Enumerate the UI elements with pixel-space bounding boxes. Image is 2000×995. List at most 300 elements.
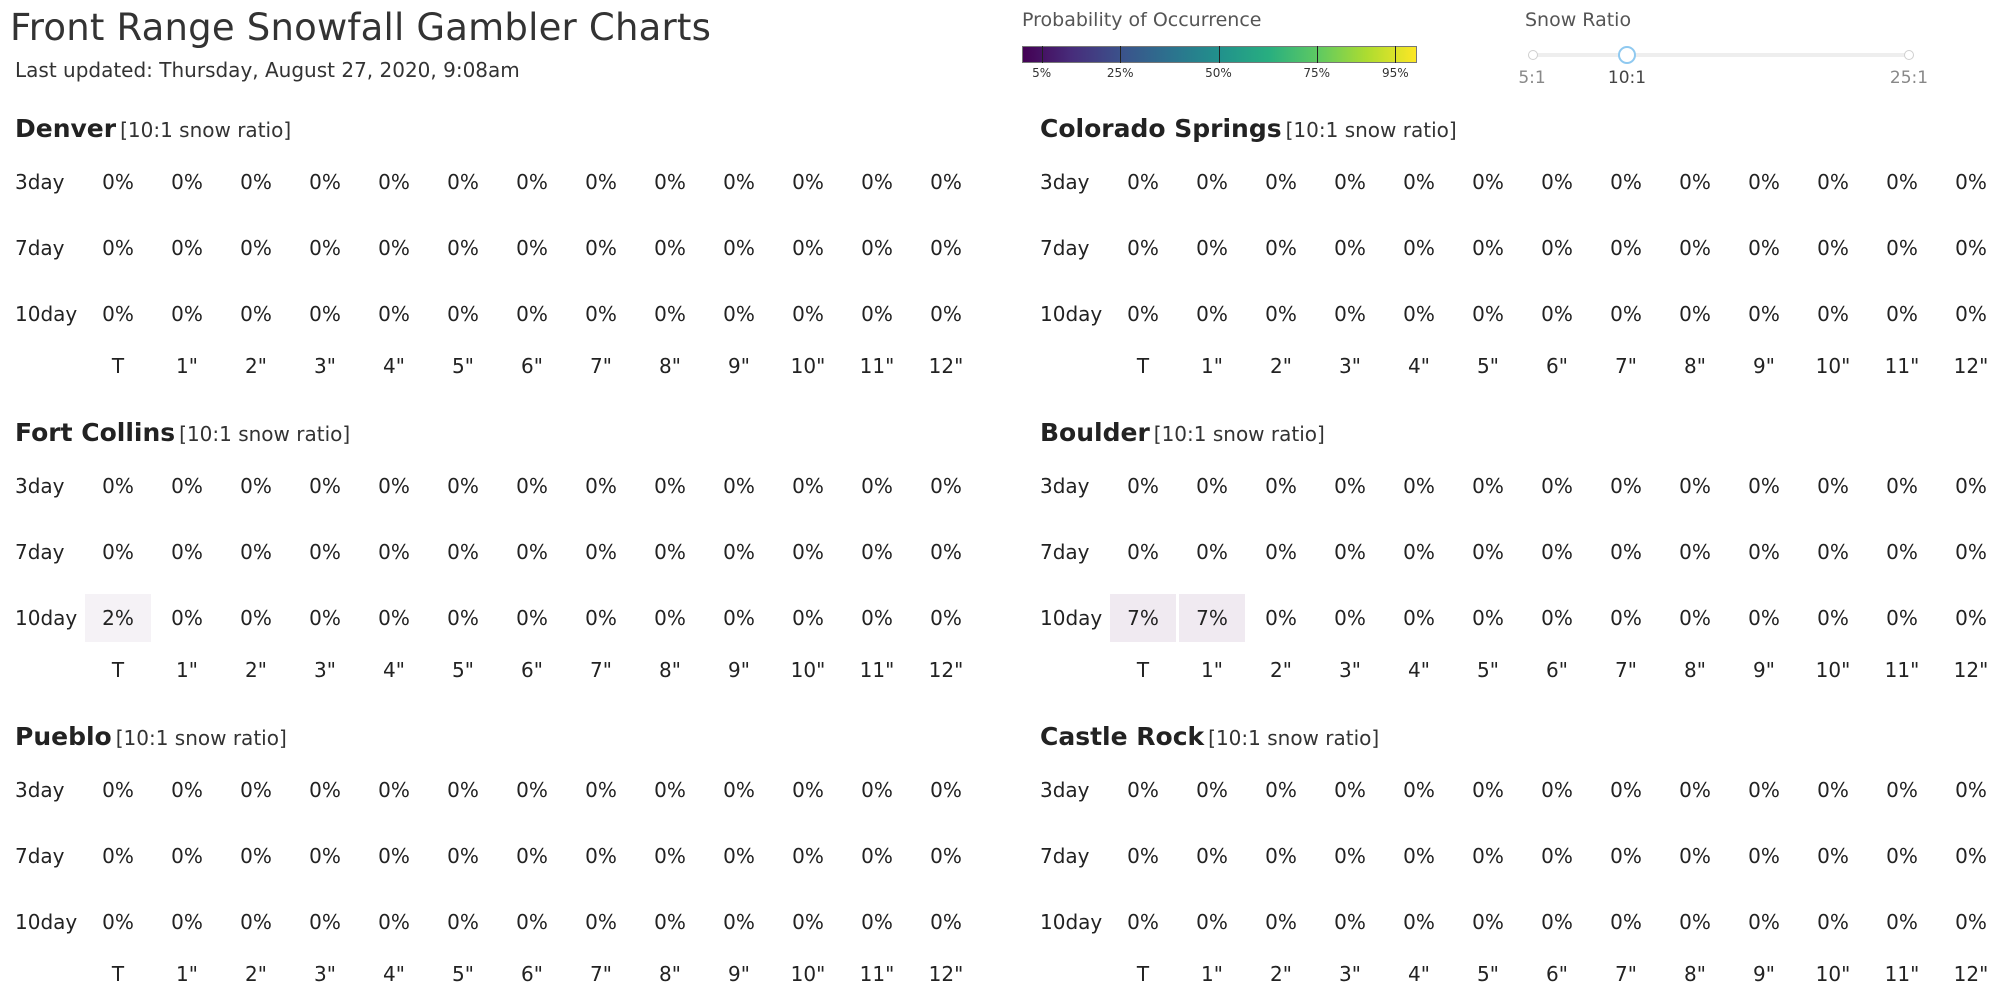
row-label: 10day xyxy=(15,606,78,630)
heatmap-cell[interactable]: 0% xyxy=(861,474,893,498)
heatmap-cell[interactable]: 0% xyxy=(516,236,548,260)
heatmap-cell[interactable]: 0% xyxy=(1955,606,1987,630)
heatmap-cell[interactable]: 0% xyxy=(447,236,479,260)
x-tick-label: 10" xyxy=(790,658,826,682)
heatmap-cell[interactable]: 0% xyxy=(1955,844,1987,868)
x-tick-label: 1" xyxy=(176,658,198,682)
heatmap-cell[interactable]: 0% xyxy=(1610,474,1642,498)
heatmap-cell[interactable]: 7% xyxy=(1110,594,1176,642)
x-tick-label: 8" xyxy=(659,354,681,378)
slider-stop-25[interactable] xyxy=(1904,50,1914,60)
heatmap-cell[interactable]: 0% xyxy=(1472,170,1504,194)
panel-subtitle: [10:1 snow ratio] xyxy=(1208,726,1380,750)
heatmap-cell[interactable]: 0% xyxy=(585,778,617,802)
heatmap-cell[interactable]: 0% xyxy=(723,474,755,498)
heatmap-cell[interactable]: 0% xyxy=(1127,236,1159,260)
x-tick-label: 11" xyxy=(1884,658,1920,682)
heatmap-cell[interactable]: 0% xyxy=(516,474,548,498)
heatmap-cell[interactable]: 0% xyxy=(1403,474,1435,498)
heatmap-cell[interactable]: 0% xyxy=(1196,170,1228,194)
heatmap-cell[interactable]: 0% xyxy=(1817,844,1849,868)
heatmap-cell[interactable]: 0% xyxy=(1955,910,1987,934)
row-label: 7day xyxy=(1040,540,1090,564)
heatmap-cell[interactable]: 0% xyxy=(585,910,617,934)
heatmap-cell[interactable]: 0% xyxy=(447,170,479,194)
heatmap-cell[interactable]: 0% xyxy=(378,302,410,326)
heatmap-cell[interactable]: 0% xyxy=(309,170,341,194)
x-tick-label: T xyxy=(111,962,125,986)
heatmap-cell[interactable]: 0% xyxy=(1196,910,1228,934)
heatmap-cell[interactable]: 0% xyxy=(1472,606,1504,630)
heatmap-cell[interactable]: 0% xyxy=(723,302,755,326)
heatmap-cell[interactable]: 0% xyxy=(171,910,203,934)
heatmap-cell[interactable]: 0% xyxy=(1610,844,1642,868)
x-tick-label: 8" xyxy=(659,658,681,682)
heatmap-cell[interactable]: 0% xyxy=(1127,302,1159,326)
heatmap-cell[interactable]: 0% xyxy=(309,606,341,630)
heatmap-cell[interactable]: 0% xyxy=(1265,844,1297,868)
heatmap-cell[interactable]: 0% xyxy=(1196,844,1228,868)
heatmap-cell[interactable]: 0% xyxy=(171,170,203,194)
heatmap-cell[interactable]: 0% xyxy=(723,778,755,802)
heatmap-cell[interactable]: 0% xyxy=(1265,170,1297,194)
heatmap-cell[interactable]: 0% xyxy=(1955,540,1987,564)
heatmap-cell[interactable]: 0% xyxy=(378,236,410,260)
x-tick-label: 11" xyxy=(859,962,895,986)
panel-title: Colorado Springs xyxy=(1040,114,1282,143)
heatmap-cell[interactable]: 0% xyxy=(309,778,341,802)
heatmap-cell[interactable]: 0% xyxy=(585,302,617,326)
heatmap-cell[interactable]: 0% xyxy=(1955,778,1987,802)
heatmap-cell[interactable]: 0% xyxy=(792,844,824,868)
heatmap-cell[interactable]: 0% xyxy=(102,540,134,564)
heatmap-cell[interactable]: 0% xyxy=(861,844,893,868)
heatmap-cell[interactable]: 0% xyxy=(930,474,962,498)
heatmap-cell[interactable]: 0% xyxy=(930,778,962,802)
heatmap-cell[interactable]: 0% xyxy=(1541,474,1573,498)
x-tick-label: 9" xyxy=(1753,354,1775,378)
heatmap-cell[interactable]: 0% xyxy=(1472,844,1504,868)
heatmap-cell[interactable]: 0% xyxy=(378,606,410,630)
heatmap-cell[interactable]: 0% xyxy=(1541,910,1573,934)
heatmap-cell[interactable]: 0% xyxy=(1610,540,1642,564)
heatmap-cell[interactable]: 0% xyxy=(1541,844,1573,868)
heatmap-cell[interactable]: 0% xyxy=(1817,474,1849,498)
heatmap-cell[interactable]: 0% xyxy=(1265,910,1297,934)
x-tick-label: 2" xyxy=(1270,962,1292,986)
heatmap-cell[interactable]: 0% xyxy=(1403,910,1435,934)
heatmap-cell[interactable]: 0% xyxy=(861,302,893,326)
heatmap-cell[interactable]: 0% xyxy=(1334,910,1366,934)
heatmap-cell[interactable]: 0% xyxy=(1955,236,1987,260)
x-tick-label: 12" xyxy=(1953,658,1989,682)
heatmap-cell[interactable]: 0% xyxy=(1265,606,1297,630)
heatmap-cell[interactable]: 0% xyxy=(930,302,962,326)
heatmap-cell[interactable]: 0% xyxy=(792,474,824,498)
x-tick-label: 7" xyxy=(590,354,612,378)
heatmap-cell[interactable]: 0% xyxy=(654,778,686,802)
heatmap-cell[interactable]: 0% xyxy=(171,236,203,260)
heatmap-cell[interactable]: 0% xyxy=(1817,170,1849,194)
heatmap-cell[interactable]: 0% xyxy=(1127,170,1159,194)
heatmap-cell[interactable]: 0% xyxy=(102,236,134,260)
heatmap-cell[interactable]: 0% xyxy=(1334,540,1366,564)
heatmap-cell[interactable]: 0% xyxy=(930,844,962,868)
heatmap-cell[interactable]: 0% xyxy=(240,236,272,260)
heatmap-cell[interactable]: 0% xyxy=(171,302,203,326)
heatmap-cell[interactable]: 0% xyxy=(1403,170,1435,194)
heatmap-cell[interactable]: 0% xyxy=(378,778,410,802)
heatmap-cell[interactable]: 0% xyxy=(378,474,410,498)
heatmap-cell[interactable]: 0% xyxy=(102,844,134,868)
heatmap-cell[interactable]: 0% xyxy=(723,170,755,194)
heatmap-cell[interactable]: 0% xyxy=(723,910,755,934)
heatmap-cell[interactable]: 0% xyxy=(240,170,272,194)
heatmap-cell[interactable]: 0% xyxy=(1679,302,1711,326)
x-tick-label: 8" xyxy=(1684,962,1706,986)
heatmap-cell[interactable]: 0% xyxy=(654,474,686,498)
heatmap-cell[interactable]: 0% xyxy=(378,844,410,868)
chart-panel-castle-rock xyxy=(1025,722,2000,986)
heatmap-cell[interactable]: 0% xyxy=(516,302,548,326)
heatmap-cell[interactable]: 0% xyxy=(585,606,617,630)
heatmap-cell[interactable]: 0% xyxy=(516,170,548,194)
panel-subtitle: [10:1 snow ratio] xyxy=(115,726,287,750)
heatmap-cell[interactable]: 0% xyxy=(792,236,824,260)
heatmap-cell[interactable]: 0% xyxy=(1196,236,1228,260)
heatmap-cell[interactable]: 0% xyxy=(1403,844,1435,868)
row-label: 7day xyxy=(15,540,65,564)
heatmap-cell[interactable]: 0% xyxy=(102,778,134,802)
heatmap-cell[interactable]: 0% xyxy=(1265,778,1297,802)
row-label: 3day xyxy=(15,474,65,498)
x-tick-label: 2" xyxy=(1270,354,1292,378)
heatmap-cell[interactable]: 0% xyxy=(102,910,134,934)
heatmap-cell[interactable]: 0% xyxy=(309,540,341,564)
heatmap-cell[interactable]: 0% xyxy=(1127,540,1159,564)
x-tick-label: 5" xyxy=(452,658,474,682)
heatmap-cell[interactable]: 0% xyxy=(1334,606,1366,630)
heatmap-cell[interactable]: 0% xyxy=(447,606,479,630)
heatmap-cell[interactable]: 0% xyxy=(1886,540,1918,564)
heatmap-cell[interactable]: 0% xyxy=(516,606,548,630)
heatmap-cell[interactable]: 0% xyxy=(1541,236,1573,260)
heatmap-cell[interactable]: 0% xyxy=(447,302,479,326)
heatmap-cell[interactable]: 0% xyxy=(516,778,548,802)
heatmap-cell[interactable]: 0% xyxy=(1679,474,1711,498)
heatmap-cell[interactable]: 0% xyxy=(1886,778,1918,802)
x-tick-label: 6" xyxy=(521,354,543,378)
heatmap-cell[interactable]: 0% xyxy=(1886,844,1918,868)
heatmap-cell[interactable]: 0% xyxy=(585,236,617,260)
colorbar-tick xyxy=(1219,46,1220,63)
x-tick-label: 4" xyxy=(383,658,405,682)
heatmap-cell[interactable]: 0% xyxy=(378,910,410,934)
x-tick-label: 6" xyxy=(1546,962,1568,986)
heatmap-cell[interactable]: 0% xyxy=(861,236,893,260)
heatmap-cell[interactable]: 0% xyxy=(1127,474,1159,498)
slider-label-10[interactable]: 10:1 xyxy=(1607,68,1647,88)
heatmap-cell[interactable]: 0% xyxy=(1472,910,1504,934)
heatmap-cell[interactable]: 7% xyxy=(1179,594,1245,642)
heatmap-cell[interactable]: 0% xyxy=(654,540,686,564)
heatmap-cell[interactable]: 0% xyxy=(1472,236,1504,260)
x-tick-label: 10" xyxy=(790,354,826,378)
x-tick-label: 4" xyxy=(383,962,405,986)
heatmap-cell[interactable]: 0% xyxy=(1472,778,1504,802)
heatmap-cell[interactable]: 0% xyxy=(1334,170,1366,194)
row-label: 3day xyxy=(1040,474,1090,498)
heatmap-cell[interactable]: 0% xyxy=(792,540,824,564)
heatmap-cell[interactable]: 0% xyxy=(1334,844,1366,868)
x-tick-label: 6" xyxy=(521,962,543,986)
heatmap-cell[interactable]: 0% xyxy=(861,778,893,802)
heatmap-cell[interactable]: 0% xyxy=(1472,540,1504,564)
x-tick-label: 2" xyxy=(245,962,267,986)
heatmap-cell[interactable]: 0% xyxy=(1541,606,1573,630)
heatmap-cell[interactable]: 0% xyxy=(1748,236,1780,260)
heatmap-cell[interactable]: 0% xyxy=(309,910,341,934)
heatmap-cell[interactable]: 0% xyxy=(1679,540,1711,564)
heatmap-cell[interactable]: 0% xyxy=(792,170,824,194)
heatmap-cell[interactable]: 0% xyxy=(171,606,203,630)
heatmap-cell[interactable]: 0% xyxy=(654,236,686,260)
heatmap-cell[interactable]: 0% xyxy=(516,910,548,934)
heatmap-cell[interactable]: 0% xyxy=(723,606,755,630)
slider-handle[interactable] xyxy=(1618,46,1636,64)
heatmap-cell[interactable]: 0% xyxy=(240,778,272,802)
heatmap-cell[interactable]: 0% xyxy=(654,170,686,194)
x-tick-label: 4" xyxy=(1408,962,1430,986)
heatmap-cell[interactable]: 0% xyxy=(1196,540,1228,564)
heatmap-cell[interactable]: 0% xyxy=(240,606,272,630)
x-tick-label: 6" xyxy=(521,658,543,682)
heatmap-cell[interactable]: 0% xyxy=(1265,540,1297,564)
heatmap-cell[interactable]: 0% xyxy=(171,474,203,498)
heatmap-cell[interactable]: 0% xyxy=(1265,236,1297,260)
heatmap-cell[interactable]: 0% xyxy=(1679,910,1711,934)
heatmap-cell[interactable]: 0% xyxy=(1403,302,1435,326)
heatmap-cell[interactable]: 0% xyxy=(447,910,479,934)
heatmap-cell[interactable]: 0% xyxy=(1334,236,1366,260)
heatmap-cell[interactable]: 0% xyxy=(723,540,755,564)
heatmap-cell[interactable]: 0% xyxy=(1679,606,1711,630)
heatmap-cell[interactable]: 0% xyxy=(654,910,686,934)
heatmap-cell[interactable]: 0% xyxy=(1748,844,1780,868)
heatmap-cell[interactable]: 0% xyxy=(1886,302,1918,326)
heatmap-cell[interactable]: 0% xyxy=(723,844,755,868)
heatmap-cell[interactable]: 0% xyxy=(930,910,962,934)
heatmap-cell[interactable]: 0% xyxy=(1196,778,1228,802)
heatmap-cell[interactable]: 0% xyxy=(447,540,479,564)
row-label: 10day xyxy=(1040,606,1103,630)
heatmap-cell[interactable]: 0% xyxy=(102,474,134,498)
colorbar-tick xyxy=(1317,46,1318,63)
heatmap-cell[interactable]: 0% xyxy=(1265,474,1297,498)
heatmap-cell[interactable]: 0% xyxy=(585,474,617,498)
heatmap-cell[interactable]: 0% xyxy=(309,302,341,326)
heatmap-cell[interactable]: 0% xyxy=(861,540,893,564)
heatmap-cell[interactable]: 0% xyxy=(1817,606,1849,630)
heatmap-cell[interactable]: 0% xyxy=(309,844,341,868)
heatmap-cell[interactable]: 0% xyxy=(1403,236,1435,260)
heatmap-cell[interactable]: 0% xyxy=(1610,910,1642,934)
heatmap-cell[interactable]: 0% xyxy=(1955,474,1987,498)
heatmap-cell[interactable]: 0% xyxy=(861,170,893,194)
heatmap-cell[interactable]: 0% xyxy=(1679,844,1711,868)
heatmap-cell[interactable]: 0% xyxy=(447,844,479,868)
heatmap-cell[interactable]: 0% xyxy=(1541,170,1573,194)
heatmap-cell[interactable]: 0% xyxy=(1127,778,1159,802)
x-tick-label: 10" xyxy=(1815,354,1851,378)
heatmap-cell[interactable]: 0% xyxy=(930,236,962,260)
x-tick-label: 2" xyxy=(245,658,267,682)
x-tick-label: 7" xyxy=(1615,962,1637,986)
heatmap-cell[interactable]: 0% xyxy=(102,170,134,194)
heatmap-cell[interactable]: 0% xyxy=(585,540,617,564)
heatmap-cell[interactable]: 0% xyxy=(1541,302,1573,326)
heatmap-cell[interactable]: 0% xyxy=(1886,910,1918,934)
heatmap-cell[interactable]: 0% xyxy=(1817,778,1849,802)
heatmap-cell[interactable]: 0% xyxy=(585,170,617,194)
panel-subtitle: [10:1 snow ratio] xyxy=(179,422,351,446)
heatmap-cell[interactable]: 0% xyxy=(171,844,203,868)
x-tick-label: 9" xyxy=(1753,962,1775,986)
heatmap-cell[interactable]: 0% xyxy=(1541,540,1573,564)
heatmap-cell[interactable]: 0% xyxy=(1748,778,1780,802)
heatmap-cell[interactable]: 0% xyxy=(1610,778,1642,802)
heatmap-cell[interactable]: 0% xyxy=(1955,302,1987,326)
heatmap-cell[interactable]: 0% xyxy=(447,778,479,802)
panel-title: Denver xyxy=(15,114,117,143)
heatmap-cell[interactable]: 0% xyxy=(792,910,824,934)
heatmap-cell[interactable]: 0% xyxy=(1265,302,1297,326)
heatmap-cell[interactable]: 0% xyxy=(1334,778,1366,802)
x-tick-label: 11" xyxy=(859,354,895,378)
heatmap-cell[interactable]: 0% xyxy=(792,606,824,630)
heatmap-cell[interactable]: 0% xyxy=(1334,474,1366,498)
heatmap-cell[interactable]: 0% xyxy=(1196,474,1228,498)
heatmap-cell[interactable]: 0% xyxy=(1955,170,1987,194)
heatmap-cell[interactable]: 0% xyxy=(240,910,272,934)
panel-heading xyxy=(1040,722,1379,751)
heatmap-cell[interactable]: 0% xyxy=(1817,540,1849,564)
heatmap-cell[interactable]: 0% xyxy=(792,302,824,326)
heatmap-cell[interactable]: 0% xyxy=(585,844,617,868)
panel-heading xyxy=(1040,418,1325,447)
heatmap-cell[interactable]: 0% xyxy=(654,844,686,868)
heatmap-cell[interactable]: 0% xyxy=(240,844,272,868)
heatmap-cell[interactable]: 0% xyxy=(1886,170,1918,194)
colorbar-tick-label: 5% xyxy=(1032,66,1052,80)
x-tick-label: 12" xyxy=(1953,962,1989,986)
heatmap-cell[interactable]: 0% xyxy=(1610,236,1642,260)
heatmap-cell[interactable]: 0% xyxy=(171,778,203,802)
heatmap-cell[interactable]: 0% xyxy=(654,302,686,326)
heatmap-cell[interactable]: 0% xyxy=(1679,778,1711,802)
heatmap-cell[interactable]: 0% xyxy=(171,540,203,564)
heatmap-cell[interactable]: 0% xyxy=(1748,606,1780,630)
heatmap-cell[interactable]: 0% xyxy=(1403,540,1435,564)
heatmap-cell[interactable]: 0% xyxy=(1472,302,1504,326)
heatmap-cell[interactable]: 0% xyxy=(1127,910,1159,934)
heatmap-cell[interactable]: 0% xyxy=(1127,844,1159,868)
heatmap-cell[interactable]: 0% xyxy=(1817,910,1849,934)
colorbar-title: Probability of Occurrence xyxy=(1022,9,1262,31)
heatmap-cell[interactable]: 0% xyxy=(1886,236,1918,260)
x-tick-label: 3" xyxy=(1339,962,1361,986)
heatmap-cell[interactable]: 0% xyxy=(378,170,410,194)
slider-label-25[interactable]: 25:1 xyxy=(1889,68,1929,88)
x-tick-label: 9" xyxy=(1753,658,1775,682)
heatmap-cell[interactable]: 0% xyxy=(861,910,893,934)
heatmap-cell[interactable]: 0% xyxy=(1610,170,1642,194)
heatmap-cell[interactable]: 0% xyxy=(1886,474,1918,498)
heatmap-cell[interactable]: 0% xyxy=(1541,778,1573,802)
heatmap-cell[interactable]: 0% xyxy=(930,606,962,630)
heatmap-cell[interactable]: 0% xyxy=(1334,302,1366,326)
heatmap-cell[interactable]: 0% xyxy=(516,540,548,564)
row-label: 7day xyxy=(1040,844,1090,868)
chart-panel-pueblo xyxy=(0,722,980,986)
colorbar-tick xyxy=(1395,46,1396,63)
heatmap-cell[interactable]: 0% xyxy=(1403,778,1435,802)
heatmap-cell[interactable]: 0% xyxy=(240,540,272,564)
heatmap-cell[interactable]: 0% xyxy=(240,302,272,326)
heatmap-cell[interactable]: 0% xyxy=(654,606,686,630)
last-updated: Last updated: Thursday, August 27, 2020, 9:08am xyxy=(15,58,520,82)
heatmap-cell[interactable]: 0% xyxy=(309,474,341,498)
heatmap-cell[interactable]: 0% xyxy=(1748,910,1780,934)
heatmap-cell[interactable]: 0% xyxy=(1610,606,1642,630)
x-tick-label: 6" xyxy=(1546,658,1568,682)
heatmap-cell[interactable]: 0% xyxy=(1748,170,1780,194)
heatmap-cell[interactable]: 0% xyxy=(1196,302,1228,326)
heatmap-cell[interactable]: 0% xyxy=(240,474,272,498)
slider-stop-5[interactable] xyxy=(1528,50,1538,60)
row-label: 10day xyxy=(1040,302,1103,326)
slider-label-5[interactable]: 5:1 xyxy=(1518,68,1546,88)
heatmap-cell[interactable]: 2% xyxy=(85,594,151,642)
heatmap-cell[interactable]: 0% xyxy=(723,236,755,260)
x-tick-label: 9" xyxy=(728,658,750,682)
x-tick-label: 7" xyxy=(1615,658,1637,682)
heatmap-cell[interactable]: 0% xyxy=(1817,236,1849,260)
heatmap-cell[interactable]: 0% xyxy=(1403,606,1435,630)
heatmap-cell[interactable]: 0% xyxy=(1748,474,1780,498)
heatmap-cell[interactable]: 0% xyxy=(1679,236,1711,260)
slider-track[interactable] xyxy=(1532,53,1912,57)
heatmap-cell[interactable]: 0% xyxy=(1610,302,1642,326)
heatmap-cell[interactable]: 0% xyxy=(930,170,962,194)
heatmap-cell[interactable]: 0% xyxy=(1817,302,1849,326)
heatmap-cell[interactable]: 0% xyxy=(1679,170,1711,194)
heatmap-cell[interactable]: 0% xyxy=(1886,606,1918,630)
heatmap-cell[interactable]: 0% xyxy=(102,302,134,326)
heatmap-cell[interactable]: 0% xyxy=(792,778,824,802)
heatmap-cell[interactable]: 0% xyxy=(930,540,962,564)
heatmap-cell[interactable]: 0% xyxy=(861,606,893,630)
x-tick-label: 12" xyxy=(928,658,964,682)
heatmap-cell[interactable]: 0% xyxy=(447,474,479,498)
heatmap-cell[interactable]: 0% xyxy=(1748,540,1780,564)
heatmap-cell[interactable]: 0% xyxy=(378,540,410,564)
heatmap-cell[interactable]: 0% xyxy=(309,236,341,260)
heatmap-cell[interactable]: 0% xyxy=(1472,474,1504,498)
heatmap-cell[interactable]: 0% xyxy=(516,844,548,868)
heatmap-cell[interactable]: 0% xyxy=(1748,302,1780,326)
x-tick-label: 3" xyxy=(314,658,336,682)
